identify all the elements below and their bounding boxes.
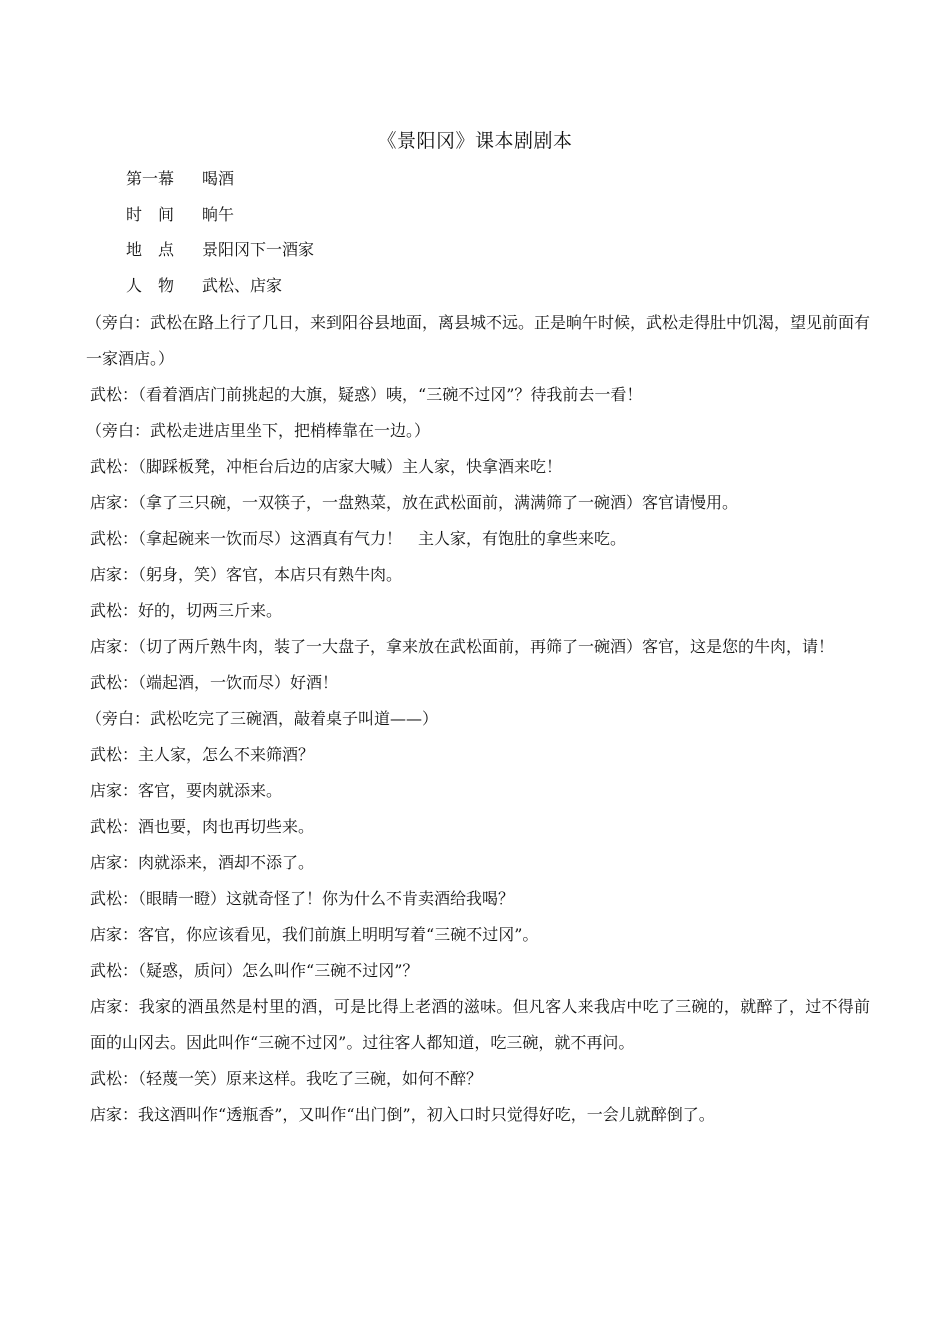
speaker: 武松： <box>90 1069 139 1088</box>
line-text: （切了两斤熟牛肉，装了一大盘子，拿来放在武松面前，再筛了一碗酒）客官，这是您的牛肉，请！ <box>138 637 835 656</box>
dialogue-line-1 <box>86 305 870 377</box>
line-text: 好的，切两三斤来。 <box>138 601 283 620</box>
speaker: 武松： <box>90 745 139 764</box>
line-text: 我家的酒虽然是村里的酒，可是比得上老酒的滋味。但凡客人来我店中吃了三碗的，就醉了，过不得前面的山冈去。因此叫作“三碗不过冈”。过往客人都知道，吃三碗，就不再问。 <box>90 997 870 1052</box>
line-text: （疑惑，质问）怎么叫作“三碗不过冈”？ <box>138 961 419 980</box>
speaker: 武松： <box>90 529 139 548</box>
dialogue-line-3 <box>86 413 870 449</box>
speaker: 店家： <box>90 1105 139 1124</box>
line-text: 客官，要肉就添来。 <box>138 781 283 800</box>
dialogue-line-19 <box>90 989 870 1061</box>
line-text: （躬身，笑）客官，本店只有熟牛肉。 <box>138 565 403 584</box>
speaker: 武松： <box>90 457 139 476</box>
line-text: （旁白：武松在路上行了几日，来到阳谷县地面，离县城不远。正是晌午时候，武松走得肚中饥渴，望见前面有一家酒店。） <box>86 313 871 368</box>
characters-label: 人 物 <box>126 275 175 295</box>
dialogue-line-12 <box>90 737 870 773</box>
place-value: 景阳冈下一酒家 <box>202 240 315 259</box>
speaker: 武松： <box>90 601 139 620</box>
dialogue-line-13 <box>90 773 870 809</box>
speaker: 店家： <box>90 925 139 944</box>
dialogue-line-16 <box>90 881 870 917</box>
scene-info <box>126 164 826 306</box>
dialogue-line-5 <box>90 485 870 521</box>
place-label: 地 点 <box>126 240 175 259</box>
line-text: 我这酒叫作“透瓶香”，又叫作“出门倒”，初入口时只觉得好吃，一会儿就醉倒了。 <box>138 1105 715 1124</box>
line-text: （眼睛一瞪）这就奇怪了！你为什么不肯卖酒给我喝？ <box>138 889 515 908</box>
speaker: 店家： <box>90 781 139 800</box>
characters-value: 武松、店家 <box>202 275 283 295</box>
speaker: 店家： <box>90 997 139 1016</box>
speaker: 武松： <box>90 817 139 836</box>
scene-characters-row <box>126 271 826 307</box>
speaker: 武松： <box>90 385 139 404</box>
time-label: 时 间 <box>126 204 175 224</box>
script-body <box>86 305 871 1133</box>
act-label: 第一幕 <box>126 169 175 188</box>
time-value: 晌午 <box>202 204 235 224</box>
speaker: 店家： <box>90 565 139 584</box>
line-text: （端起酒，一饮而尽）好酒！ <box>138 673 339 692</box>
dialogue-line-10 <box>90 665 870 701</box>
dialogue-line-21 <box>90 1097 870 1133</box>
line-text: （拿起碗来一饮而尽）这酒真有气力！ 主人家，有饱肚的拿些来吃。 <box>138 529 627 548</box>
scene-time-row <box>126 200 826 236</box>
dialogue-line-15 <box>90 845 870 881</box>
speaker: 店家： <box>90 493 139 512</box>
dialogue-line-4 <box>90 449 870 485</box>
dialogue-line-7 <box>90 557 870 593</box>
dialogue-line-17 <box>90 917 870 953</box>
dialogue-line-9 <box>90 629 870 665</box>
line-text: 主人家，怎么不来筛酒？ <box>138 745 315 764</box>
act-value: 喝酒 <box>202 169 235 188</box>
line-text: 肉就添来，酒却不添了。 <box>138 853 315 872</box>
dialogue-line-11 <box>86 701 870 737</box>
line-text: （旁白：武松吃完了三碗酒，敲着桌子叫道——） <box>86 709 439 728</box>
dialogue-line-18 <box>90 953 870 989</box>
speaker: 武松： <box>90 889 139 908</box>
line-text: （拿了三只碗，一双筷子，一盘熟菜，放在武松面前，满满筛了一碗酒）客官请慢用。 <box>138 493 739 512</box>
line-text: （旁白：武松走进店里坐下，把梢棒靠在一边。） <box>86 421 431 440</box>
line-text: 酒也要，肉也再切些来。 <box>138 817 315 836</box>
line-text: （看着酒店门前挑起的大旗，疑惑）咦，“三碗不过冈”？待我前去一看！ <box>138 385 643 404</box>
dialogue-line-8 <box>90 593 870 629</box>
line-text: （轻蔑一笑）原来这样。我吃了三碗，如何不醉？ <box>138 1069 483 1088</box>
dialogue-line-14 <box>90 809 870 845</box>
scene-place-row <box>126 235 826 271</box>
speaker: 店家： <box>90 637 139 656</box>
dialogue-line-6 <box>90 521 870 557</box>
line-text: 客官，你应该看见，我们前旗上明明写着“三碗不过冈”。 <box>138 925 539 944</box>
line-text: （脚踩板凳，冲柜台后边的店家大喊）主人家，快拿酒来吃！ <box>138 457 563 476</box>
dialogue-line-2 <box>90 377 870 413</box>
dialogue-line-20 <box>90 1061 870 1097</box>
speaker: 武松： <box>90 961 139 980</box>
speaker: 店家： <box>90 853 139 872</box>
speaker: 武松： <box>90 673 139 692</box>
scene-act-row <box>126 164 826 200</box>
document-title: 《景阳冈》课本剧剧本 <box>377 130 573 152</box>
